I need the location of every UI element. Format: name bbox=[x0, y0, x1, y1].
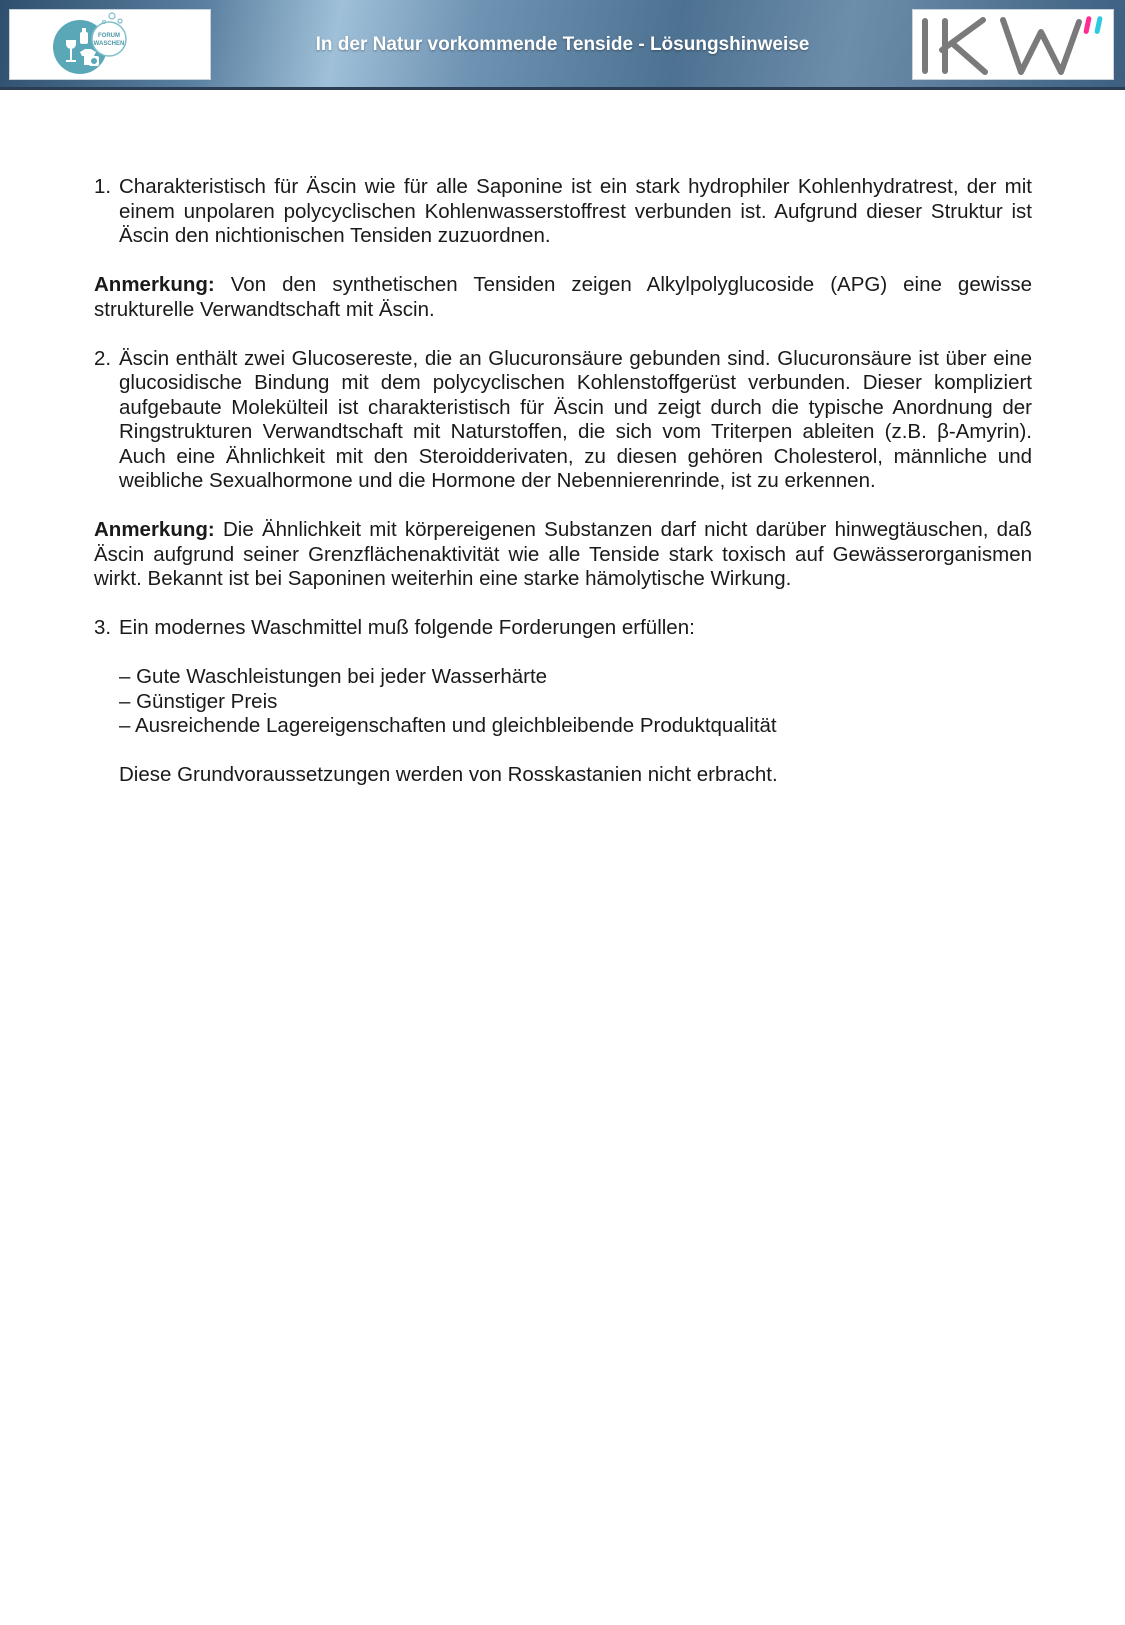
list-item: – Ausreichende Lagereigenschaften und gleichbleibende Produktqualität bbox=[119, 714, 777, 737]
answer-item-1 bbox=[94, 175, 1032, 249]
closing-statement: Diese Grundvoraussetzungen werden von Rosskastanien nicht erbracht. bbox=[119, 763, 778, 786]
svg-text:WASCHEN: WASCHEN bbox=[93, 41, 125, 47]
item-number: 1. bbox=[94, 175, 112, 198]
note-text: Von den synthetischen Tensiden zeigen Alkylpolyglucoside (APG) eine gewisse strukturelle Verwandtschaft mit Äscin. bbox=[94, 273, 1032, 321]
answer-item-2 bbox=[94, 347, 1032, 494]
note-label: Anmerkung: bbox=[94, 273, 215, 296]
note-text: Die Ähnlichkeit mit körpereigenen Substanzen darf nicht darüber hinwegtäuschen, daß Äscin aufgrund seiner Grenzflächenaktivität wie alle Tenside stark toxisch auf Gewässerorganismen wirkt. Bekannt ist bei Saponinen weiterhin eine starke hämolytische Wirkung. bbox=[94, 518, 1032, 590]
item-text: Äscin enthält zwei Glucosereste, die an Glucuronsäure gebunden sind. Glucuronsäure ist über eine glucosidische Bindung mit dem polycyclischen Kohlenstoffgerüst verbunden. Dieser kompliziert aufgebaute Molekülteil ist charakteristisch für Äscin und zeigt durch die typische Anordnung der Ringstrukturen Verwandtschaft mit Naturstoffen, die sich vom Triterpen ableiten (z.B. β-Amyrin). Auch eine Ähnlichkeit mit den Steroidderivaten, zu diesen gehören Cholesterol, männliche und weibliche Sexualhormone und die Hormone der Nebennierenrinde, ist zu erkennen. bbox=[119, 346, 1032, 492]
page-title: In der Natur vorkommende Tenside - Lösungshinweise bbox=[315, 34, 810, 55]
forum-waschen-logo bbox=[9, 9, 211, 80]
item-number: 2. bbox=[94, 346, 112, 370]
list-item: – Gute Waschleistungen bei jeder Wasserhärte bbox=[119, 665, 548, 688]
item-number: 3. bbox=[94, 616, 112, 639]
note-1 bbox=[94, 273, 1032, 322]
answer-item-3 bbox=[94, 616, 1032, 641]
note-label: Anmerkung: bbox=[94, 518, 215, 541]
requirements-list bbox=[119, 665, 1032, 739]
note-2 bbox=[94, 518, 1032, 592]
page-header bbox=[0, 0, 1125, 90]
item-text: Charakteristisch für Äscin wie für alle Saponine ist ein stark hydrophiler Kohlenhydratrest, der mit einem unpolaren polycyclischen Kohlenwasserstoffrest verbunden ist. Aufgrund dieser Struktur ist Äscin den nichtionischen Tensiden zuzuordnen. bbox=[119, 175, 1032, 247]
item-text: Ein modernes Waschmittel muß folgende Forderungen erfüllen: bbox=[119, 616, 695, 639]
ikw-logo bbox=[912, 9, 1114, 80]
forum-waschen-logo-icon bbox=[10, 10, 210, 79]
document-content bbox=[94, 175, 1032, 788]
svg-text:FORUM: FORUM bbox=[98, 33, 120, 39]
ikw-logo-icon bbox=[913, 10, 1113, 79]
list-item: – Günstiger Preis bbox=[119, 689, 278, 713]
